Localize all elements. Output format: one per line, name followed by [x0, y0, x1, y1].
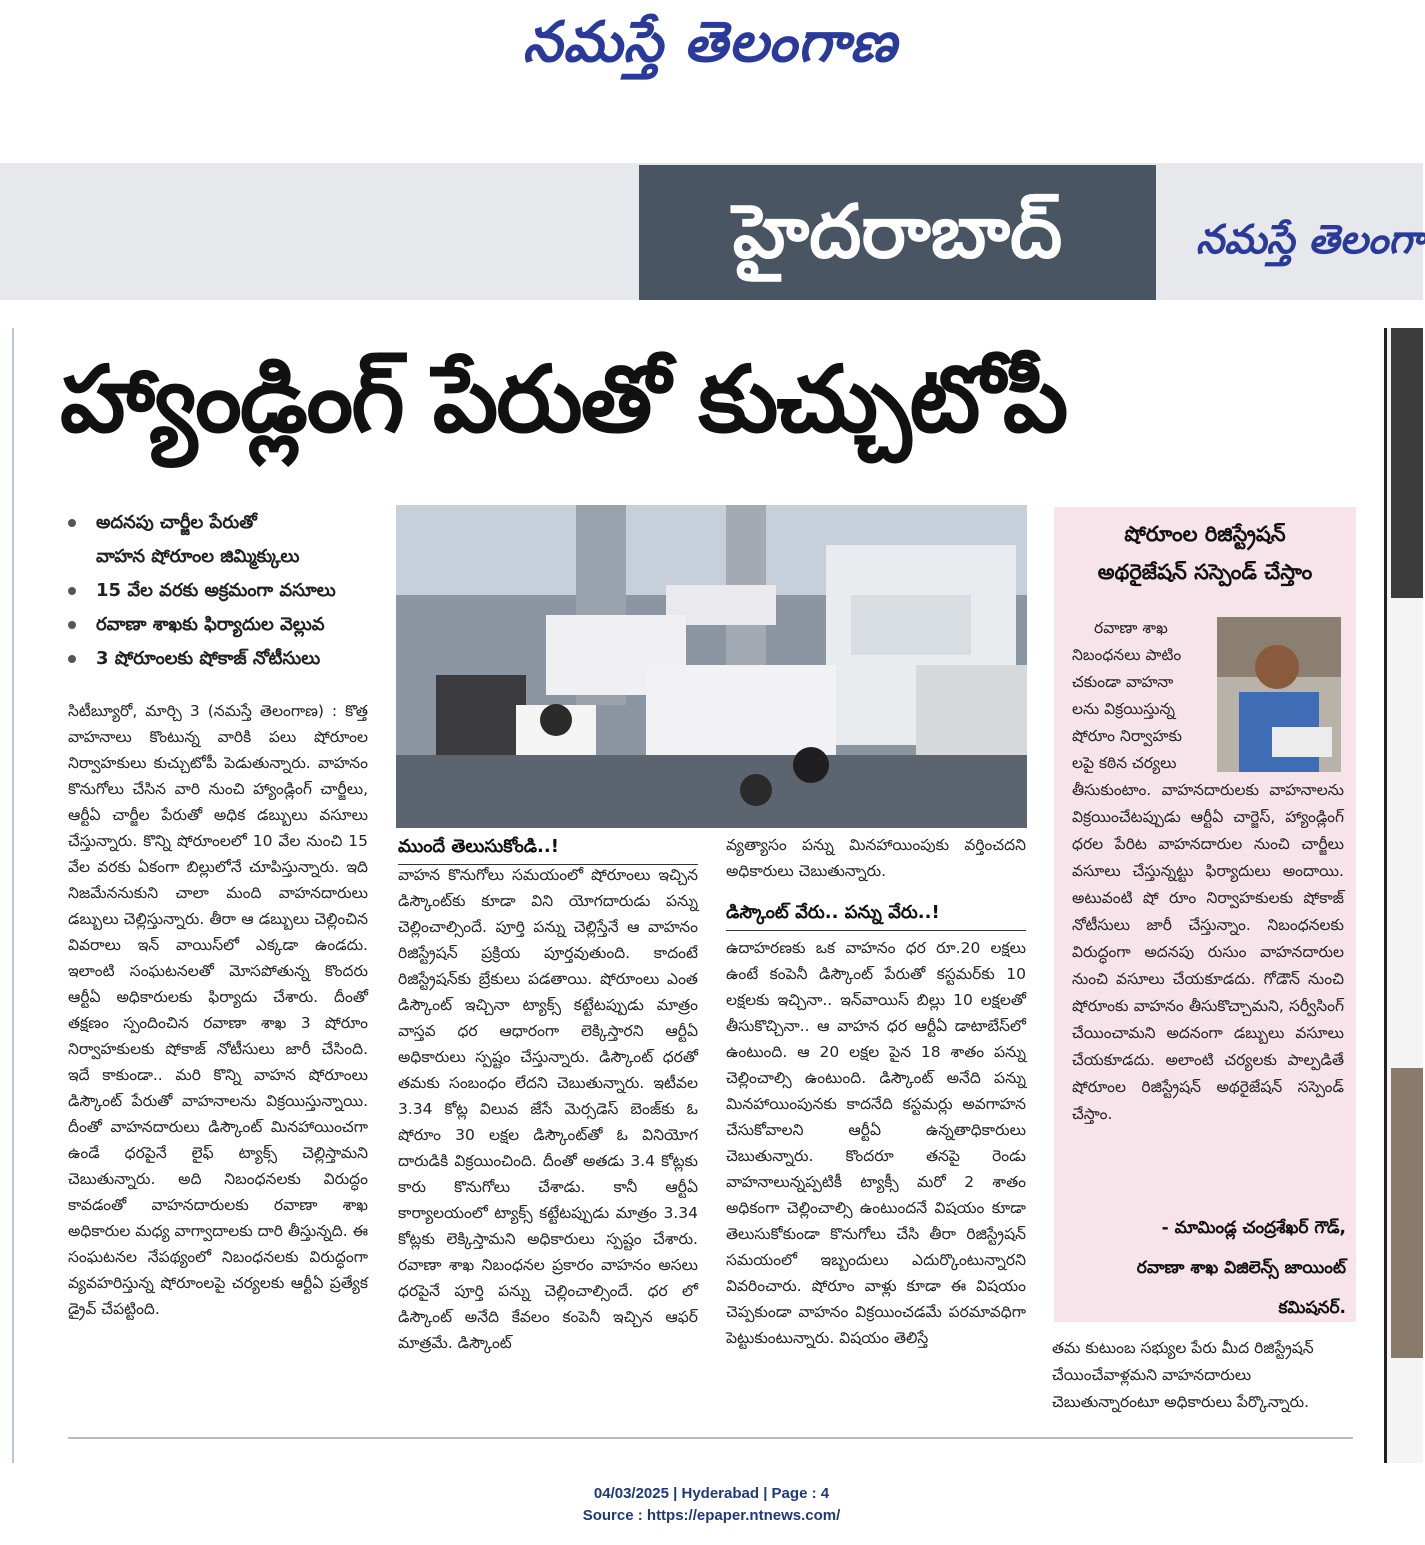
attribution-line: - మామిండ్ల చంద్రశేఖర్ గౌడ్, [1161, 1218, 1346, 1238]
article-column-2 [398, 836, 698, 1422]
newspaper-logo: నమస్తే తెలంగాణ [522, 10, 898, 75]
left-page-edge [0, 328, 14, 1463]
quote-box-body [1072, 615, 1344, 1128]
attribution-line: కమిషనర్. [1278, 1298, 1346, 1318]
quote-text-line: షోరూం నిర్వాహకు [1072, 727, 1183, 745]
footer-source-line[interactable]: Source : https://epaper.ntnews.com/ [582, 1507, 841, 1524]
quote-box-title-line: అథరైజేషన్ సస్పెండ్ చేస్తాం [1097, 560, 1313, 584]
footer-date-line: 04/03/2025 | Hyderabad | Page : 4 [593, 1485, 830, 1502]
bullet-item-continued [62, 540, 392, 574]
quote-text-line: లను విక్రయిస్తున్న [1072, 700, 1175, 718]
page-footer [0, 1483, 1423, 1527]
quote-text-line: చకుండా వాహనా [1072, 673, 1174, 691]
article-paragraph: ఉదాహరణకు ఒక వాహనం ధర రూ.20 లక్షలు ఉంటే కంపెనీ డిస్కౌంట్ పేరుతో కస్టమర్‌కు 10 లక్షలకు ఇచ్చినా.. ఇన్‌వాయిస్ బిల్లు 10 లక్షలతో తీసుకొచ్చినా.. ఆ వాహన ధర ఆర్టీఏ డాటాబేస్‌లో ఉంటుంది. ఆ 20 లక్షల పైన 18 శాతం పన్ను చెల్లించాల్సి ఉంటుంది. డిస్కౌంట్ అనేది పన్ను మినహాయింపునకు కాదనేది కస్టమర్లు అవగాహన చేసుకోవాలని ఆర్టీఏ ఉన్నతాధికారులు చెబుతున్నారు. కొందరూ తనపై రెండు వాహనాలున్నప్పటికీ ట్యాక్సీ మరో 2 శాతం అధికంగా చెల్లించాల్సి ఉంటుందనే విషయం కూడా తెలుసుకోకుండా కొనుగోలు చేసి తీరా రిజిస్ట్రేషన్ సమయంలో ఇబ్బందులు ఎదుర్కొంటున్నారని వివరించారు. షోరూం వాళ్లు కూడా ఈ విషయం చెప్పకుండా వాహనం విక్రయించడమే పరమావధిగా పెట్టుకుంటున్నారు. విషయం తెలిస్తే [726, 939, 1026, 1347]
article-paragraph: వ్యత్యాసం పన్ను మినహాయింపుకు వర్తించదని అధికారులు చెబుతున్నారు. [726, 836, 1026, 880]
bullet-dot-icon [68, 587, 76, 595]
article-paragraph: వాహన కొనుగోలు సమయంలో షోరూంలు ఇచ్చిన డిస్కౌంట్‌కు కూడా విని యోగదారుడు పన్ను చెల్లించాల్సిందే. పూర్తి పన్ను చెల్లిస్తేనే ఆ వాహనం రిజిస్ట్రేషన్ ప్రక్రియ పూర్తవుతుంది. కాదంటే రిజిస్ట్రేషన్‌కు బ్రేకులు పడతాయి. షోరూంలు ఎంత డిస్కౌంట్ ఇచ్చినా ట్యాక్స్ కట్టేటప్పుడు మాత్రం వాస్తవ ధర ఆధారంగా లెక్కిస్తారని ఆర్టీఏ అధికారులు స్పష్టం చేస్తున్నారు. డిస్కౌంట్ ధరతో తమకు సంబంధం లేదని చెబుతున్నారు. ఇటీవల 3.34 కోట్ల విలువ జేసే మెర్సడెస్ బెంజ్‌కు ఓ షోరూం 30 లక్షల డిస్కౌంట్‌తో ఓ వినియోగ దారుడికి విక్రయించింది. దీంతో అతడు 3.4 కోట్లకు కారు కొనుగోలు చేశాడు. కానీ ఆర్టీఏ కార్యాలయంలో ట్యాక్స్ కట్టేటప్పుడు మాత్రం 3.34 కోట్లకు లెక్కిస్తామని అధికారులు స్పష్టం చేశారు. రవాణా శాఖ నిబంధనల ప్రకారం వాహనం అసలు ధరపైనే పూర్తి పన్ను చెల్లించాల్సిందే. ధర లో డిస్కౌంట్ అనేది కేవలం కంపెనీ ఇచ్చిన ఆఫర్ మాత్రమే. డిస్కౌంట్ [398, 866, 698, 1352]
quote-text-line: నిబంధనలు పాటిం [1072, 646, 1182, 664]
bullet-dot-icon [68, 519, 76, 527]
bullet-item [62, 608, 392, 642]
article-column-4-tail: తమ కుటుంబ సభ్యుల పేరు మీద రిజిస్ట్రేషన్ చేయించేవాళ్లమని వాహనదారులు చెబుతున్నారంటూ అధికారులు పేర్కొన్నారు. [1052, 1339, 1314, 1411]
traffic-photo-image [396, 505, 1027, 828]
article-paragraph: సిటీబ్యూరో, మార్చి 3 (నమస్తే తెలంగాణ) : కొత్త వాహనాలు కొంటున్న వారికి పలు షోరూంల నిర్వాహకులు కుచ్చుటోపీ పెడుతున్నారు. వాహనం కొనుగోలు చేసిన వారి నుంచి హ్యాండ్లింగ్ చార్జీలు, ఆర్టీఏ చార్జీల పేరుతో అధిక డబ్బులు వసూలు చేస్తున్నారు. కొన్ని షోరూంలలో 10 వేల నుంచి 15 వేల వరకు ఏకంగా బిల్లులోనే చూపిస్తున్నారు. ఇది నిజమేననుకుని చాలా మంది వాహనదారులు డబ్బులు చెల్లిస్తున్నారు. తీరా ఆ డబ్బులు చెల్లించిన వివరాలు ఇన్ వాయిస్‌లో ఎక్కడా ఉండదు. ఇలాంటి సంఘటనలతో మోసపోతున్న కొందరు ఆర్టీఏ అధికారులకు ఫిర్యాదు చేశారు. దీంతో తక్షణం స్పందించిన రవాణా శాఖ 3 షోరూం నిర్వాహకులకు షోకాజ్ నోటీసులు జారీ చేసింది. ఇదే కాకుండా.. మరి కొన్ని వాహన షోరూంలు డిస్కౌంట్ పేరుతో వాహనాలను విక్రయిస్తున్నాయి. దీంతో వాహనదారులు డిస్కౌంట్ మినహాయించగా ఉండే ధరపైనే లైఫ్ ట్యాక్స్ చెల్లిస్తామని చెబుతున్నారు. అది నిబంధనలకు విరుద్ధం కావడంతో వాహనదారులకు రవాణా శాఖ అధికారుల మధ్య వాగ్వాదాలకు దారి తీస్తున్నది. ఈ సంఘటనల నేపథ్యంలో నిబంధనలకు విరుద్ధంగా వ్యవహరిస్తున్న షోరూంలపై చర్యలకు ఆర్టీఏ ప్రత్యేక డ్రైవ్ చేపట్టింది. [68, 702, 368, 1318]
adjacent-page-strip [1387, 328, 1423, 1463]
quote-box-title [1060, 515, 1350, 591]
subheading: ముందే తెలుసుకోండి..! [398, 832, 698, 865]
quote-text-line: రవాణా శాఖ [1094, 619, 1168, 637]
quote-text-line: లపై కఠిన చర్యలు [1072, 754, 1177, 772]
traffic-photo [396, 505, 1027, 828]
bullet-text: అదనపు చార్జీల పేరుతో [96, 512, 257, 533]
bullet-text: 15 వేల వరకు అక్రమంగా వసూలు [96, 580, 336, 601]
bottom-divider [68, 1437, 1353, 1439]
article-column-1 [68, 698, 368, 1418]
section-title: హైదరాబాద్ [732, 189, 1063, 275]
section-brand: నమస్తే తెలంగా [1196, 217, 1425, 263]
quote-box-title-line: షోరూంల రిజిస్ట్రేషన్ [1124, 522, 1286, 546]
bullet-dot-icon [68, 655, 76, 663]
article-headline: హ్యాండ్లింగ్ పేరుతో కుచ్చుటోపీ [60, 346, 1067, 453]
article-column-3 [726, 832, 1026, 1422]
quote-attribution [1070, 1208, 1346, 1328]
bullet-item [62, 574, 392, 608]
bullet-list [62, 506, 392, 676]
bullet-dot-icon [68, 621, 76, 629]
subheading: డిస్కౌంట్ వేరు.. పన్ను వేరు..! [726, 898, 1026, 931]
bullet-text: రవాణా శాఖకు ఫిర్యాదుల వెల్లువ [96, 614, 325, 635]
masthead [0, 0, 1423, 110]
attribution-line: రవాణా శాఖ విజిలెన్స్ జాయింట్ [1136, 1258, 1346, 1278]
bullet-text: 3 షోరూంలకు షోకాజ్ నోటీసులు [96, 648, 321, 669]
bullet-text: వాహన షోరూంల జిమ్మిక్కులు [96, 546, 300, 567]
bullet-item [62, 506, 392, 540]
bullet-item [62, 642, 392, 676]
quote-text: తీసుకుంటాం. వాహనదారులకు వాహనాలను విక్రయించేటప్పుడు ఆర్టీఏ చార్జెస్, హ్యాండ్లింగ్ ధరల పేరిట వాహనదారుల నుంచి చార్జీలు వసూలు చేస్తున్నట్టు ఫిర్యాదులు అందాయి. అటువంటి షో రూం నిర్వాహకులకు షోకాజ్ నోటీసులు జారీ చేస్తున్నాం. నిబంధనలకు విరుద్ధంగా అదనపు రుసుం వాహనదారుల నుంచి వసూలు చేయకూడదు. గోడౌన్ నుంచి షోరూంకు వాహనం తీసుకొచ్చామని, సర్వీసింగ్ చేయించామని అదనంగా డబ్బులు వసూలు చేయకూడదు. అలాంటి చర్యలకు పాల్పడితే షోరూంల రిజిస్ట్రేషన్ అథరైజేషన్ సస్పెండ్ చేస్తాం. [1072, 781, 1344, 1123]
